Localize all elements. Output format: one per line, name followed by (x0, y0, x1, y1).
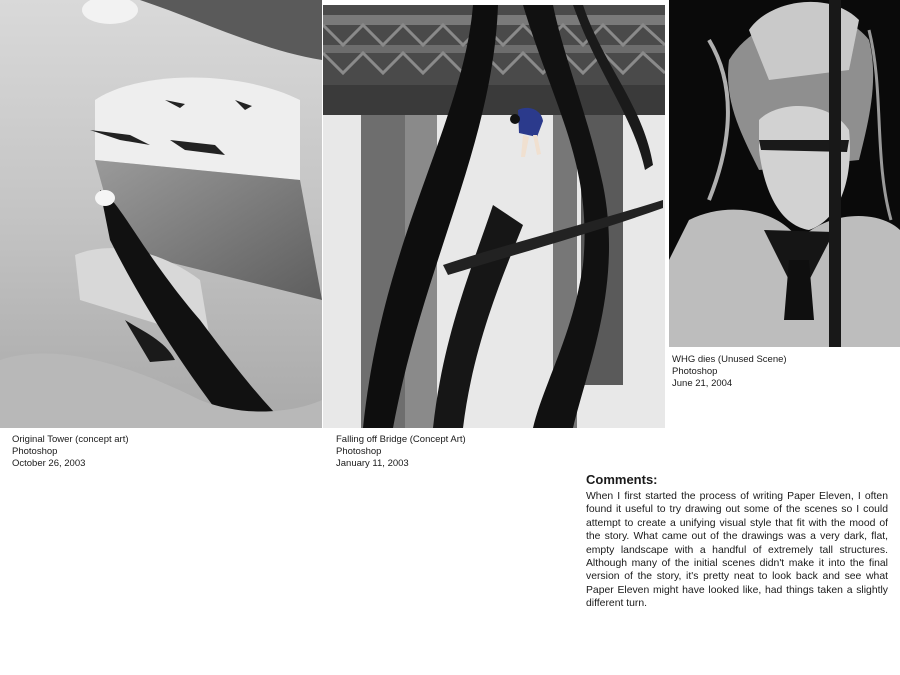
caption-falling-off-bridge (336, 434, 466, 470)
artwork-medium: Photoshop (672, 366, 718, 377)
artwork-title: WHG dies (Unused Scene) (672, 354, 787, 365)
artwork-date: October 26, 2003 (12, 458, 86, 469)
artwork-whg-dies (669, 0, 900, 347)
artwork-medium: Photoshop (12, 446, 58, 457)
caption-original-tower (12, 434, 129, 470)
artwork-original-tower (0, 0, 322, 428)
bridge-painting (323, 5, 665, 428)
tower-painting (0, 0, 322, 428)
comments-body: When I first started the process of writing Paper Eleven, I often found it useful to try drawing out some of the scenes so I could attempt to create a unifying visual style that fit with the mood of the story. What came out of the drawings was a very dark, flat, empty landscape with a handful of extremely tall structures. Although many of the initial scenes didn't make it into the final version of the story, it's pretty neat to look back and see what Paper Eleven might have looked like, had things taken a slightly different turn. (586, 491, 888, 610)
artwork-date: June 21, 2004 (672, 378, 733, 389)
comments-heading: Comments: (586, 472, 658, 487)
artwork-medium: Photoshop (336, 446, 382, 457)
artwork-title: Falling off Bridge (Concept Art) (336, 434, 466, 445)
whg-painting (669, 0, 900, 347)
caption-whg-dies (672, 354, 787, 390)
artwork-title: Original Tower (concept art) (12, 434, 129, 445)
comments-section (586, 472, 888, 611)
artwork-date: January 11, 2003 (336, 458, 409, 469)
artwork-falling-off-bridge (323, 5, 665, 428)
